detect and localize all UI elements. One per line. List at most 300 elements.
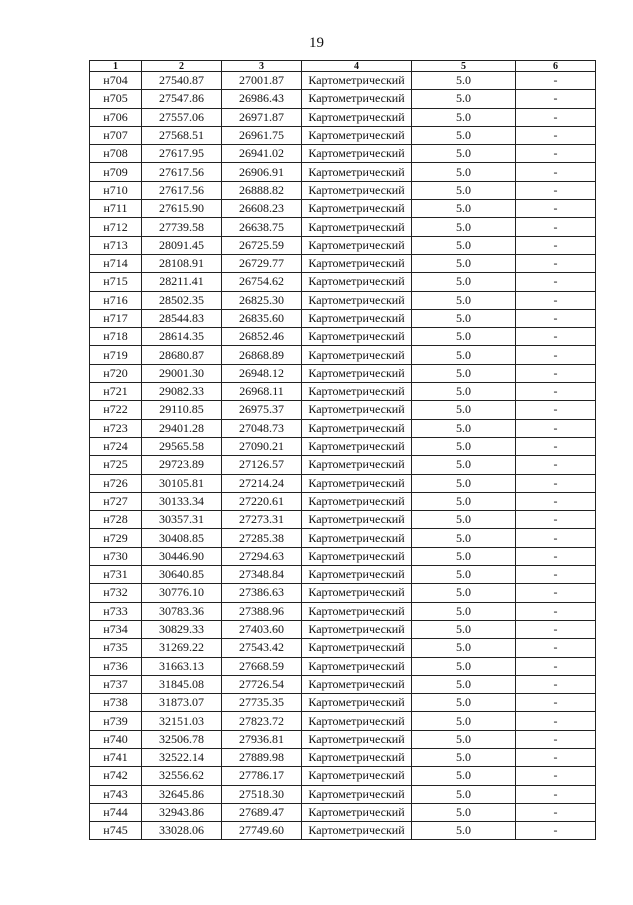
table-row: [90, 126, 596, 144]
note-cell: -: [516, 108, 596, 126]
point-id-cell: н707: [90, 126, 142, 144]
table-row: [90, 236, 596, 254]
method-cell: Картометрический: [302, 639, 412, 657]
note-cell: -: [516, 218, 596, 236]
table-row: [90, 401, 596, 419]
y-coordinate-cell: 27749.60: [222, 822, 302, 840]
y-coordinate-cell: 26638.75: [222, 218, 302, 236]
y-coordinate-cell: 26754.62: [222, 273, 302, 291]
accuracy-cell: 5.0: [412, 511, 516, 529]
table-row: [90, 364, 596, 382]
note-cell: -: [516, 675, 596, 693]
accuracy-cell: 5.0: [412, 419, 516, 437]
x-coordinate-cell: 30776.10: [142, 584, 222, 602]
accuracy-cell: 5.0: [412, 383, 516, 401]
method-cell: Картометрический: [302, 218, 412, 236]
table-row: [90, 309, 596, 327]
x-coordinate-cell: 30783.36: [142, 602, 222, 620]
y-coordinate-cell: 27001.87: [222, 72, 302, 90]
x-coordinate-cell: 32556.62: [142, 767, 222, 785]
accuracy-cell: 5.0: [412, 675, 516, 693]
x-coordinate-cell: 33028.06: [142, 822, 222, 840]
point-id-cell: н716: [90, 291, 142, 309]
method-cell: Картометрический: [302, 675, 412, 693]
x-coordinate-cell: 30446.90: [142, 547, 222, 565]
note-cell: -: [516, 437, 596, 455]
method-cell: Картометрический: [302, 803, 412, 821]
column-header: 5: [412, 61, 516, 72]
table-row: [90, 437, 596, 455]
accuracy-cell: 5.0: [412, 712, 516, 730]
point-id-cell: н732: [90, 584, 142, 602]
y-coordinate-cell: 27735.35: [222, 694, 302, 712]
table-row: [90, 694, 596, 712]
method-cell: Картометрический: [302, 364, 412, 382]
accuracy-cell: 5.0: [412, 364, 516, 382]
point-id-cell: н708: [90, 145, 142, 163]
accuracy-cell: 5.0: [412, 437, 516, 455]
table-row: [90, 72, 596, 90]
note-cell: -: [516, 566, 596, 584]
point-id-cell: н731: [90, 566, 142, 584]
y-coordinate-cell: 26835.60: [222, 309, 302, 327]
y-coordinate-cell: 27285.38: [222, 529, 302, 547]
y-coordinate-cell: 27126.57: [222, 456, 302, 474]
method-cell: Картометрический: [302, 309, 412, 327]
note-cell: -: [516, 584, 596, 602]
y-coordinate-cell: 26906.91: [222, 163, 302, 181]
x-coordinate-cell: 27617.56: [142, 163, 222, 181]
note-cell: -: [516, 602, 596, 620]
y-coordinate-cell: 26975.37: [222, 401, 302, 419]
method-cell: Картометрический: [302, 90, 412, 108]
accuracy-cell: 5.0: [412, 254, 516, 272]
y-coordinate-cell: 26825.30: [222, 291, 302, 309]
point-id-cell: н744: [90, 803, 142, 821]
note-cell: -: [516, 712, 596, 730]
x-coordinate-cell: 28544.83: [142, 309, 222, 327]
y-coordinate-cell: 27348.84: [222, 566, 302, 584]
note-cell: -: [516, 401, 596, 419]
point-id-cell: н724: [90, 437, 142, 455]
accuracy-cell: 5.0: [412, 748, 516, 766]
accuracy-cell: 5.0: [412, 108, 516, 126]
method-cell: Картометрический: [302, 566, 412, 584]
note-cell: -: [516, 822, 596, 840]
y-coordinate-cell: 26971.87: [222, 108, 302, 126]
note-cell: -: [516, 364, 596, 382]
accuracy-cell: 5.0: [412, 273, 516, 291]
method-cell: Картометрический: [302, 730, 412, 748]
table-row: [90, 822, 596, 840]
y-coordinate-cell: 27388.96: [222, 602, 302, 620]
point-id-cell: н721: [90, 383, 142, 401]
table-row: [90, 730, 596, 748]
note-cell: -: [516, 456, 596, 474]
method-cell: Картометрический: [302, 145, 412, 163]
table-row: [90, 803, 596, 821]
point-id-cell: н733: [90, 602, 142, 620]
coordinates-table: [89, 60, 596, 840]
y-coordinate-cell: 27214.24: [222, 474, 302, 492]
method-cell: Картометрический: [302, 236, 412, 254]
accuracy-cell: 5.0: [412, 602, 516, 620]
table-row: [90, 254, 596, 272]
x-coordinate-cell: 29110.85: [142, 401, 222, 419]
table-row: [90, 785, 596, 803]
x-coordinate-cell: 27547.86: [142, 90, 222, 108]
y-coordinate-cell: 27823.72: [222, 712, 302, 730]
note-cell: -: [516, 126, 596, 144]
table-row: [90, 456, 596, 474]
note-cell: -: [516, 767, 596, 785]
y-coordinate-cell: 27668.59: [222, 657, 302, 675]
y-coordinate-cell: 27386.63: [222, 584, 302, 602]
method-cell: Картометрический: [302, 181, 412, 199]
point-id-cell: н740: [90, 730, 142, 748]
y-coordinate-cell: 26888.82: [222, 181, 302, 199]
y-coordinate-cell: 26948.12: [222, 364, 302, 382]
method-cell: Картометрический: [302, 254, 412, 272]
y-coordinate-cell: 27220.61: [222, 492, 302, 510]
method-cell: Картометрический: [302, 401, 412, 419]
table-row: [90, 346, 596, 364]
note-cell: -: [516, 72, 596, 90]
point-id-cell: н737: [90, 675, 142, 693]
method-cell: Картометрический: [302, 456, 412, 474]
note-cell: -: [516, 547, 596, 565]
point-id-cell: н725: [90, 456, 142, 474]
note-cell: -: [516, 511, 596, 529]
method-cell: Картометрический: [302, 419, 412, 437]
note-cell: -: [516, 785, 596, 803]
x-coordinate-cell: 27557.06: [142, 108, 222, 126]
point-id-cell: н719: [90, 346, 142, 364]
x-coordinate-cell: 30105.81: [142, 474, 222, 492]
x-coordinate-cell: 27739.58: [142, 218, 222, 236]
column-header: 6: [516, 61, 596, 72]
y-coordinate-cell: 26941.02: [222, 145, 302, 163]
note-cell: -: [516, 181, 596, 199]
note-cell: -: [516, 657, 596, 675]
table-row: [90, 474, 596, 492]
method-cell: Картометрический: [302, 547, 412, 565]
y-coordinate-cell: 26986.43: [222, 90, 302, 108]
y-coordinate-cell: 27518.30: [222, 785, 302, 803]
point-id-cell: н709: [90, 163, 142, 181]
method-cell: Картометрический: [302, 72, 412, 90]
x-coordinate-cell: 32943.86: [142, 803, 222, 821]
table-row: [90, 566, 596, 584]
method-cell: Картометрический: [302, 748, 412, 766]
accuracy-cell: 5.0: [412, 72, 516, 90]
point-id-cell: н722: [90, 401, 142, 419]
table-row: [90, 584, 596, 602]
table-row: [90, 529, 596, 547]
accuracy-cell: 5.0: [412, 584, 516, 602]
point-id-cell: н726: [90, 474, 142, 492]
table-row: [90, 511, 596, 529]
note-cell: -: [516, 620, 596, 638]
accuracy-cell: 5.0: [412, 163, 516, 181]
x-coordinate-cell: 27615.90: [142, 200, 222, 218]
y-coordinate-cell: 27936.81: [222, 730, 302, 748]
x-coordinate-cell: 29565.58: [142, 437, 222, 455]
note-cell: -: [516, 748, 596, 766]
point-id-cell: н741: [90, 748, 142, 766]
method-cell: Картометрический: [302, 602, 412, 620]
point-id-cell: н745: [90, 822, 142, 840]
note-cell: -: [516, 346, 596, 364]
page-number: 19: [309, 35, 324, 51]
method-cell: Картометрический: [302, 511, 412, 529]
note-cell: -: [516, 730, 596, 748]
method-cell: Картометрический: [302, 346, 412, 364]
column-header: 1: [90, 61, 142, 72]
y-coordinate-cell: 26852.46: [222, 328, 302, 346]
accuracy-cell: 5.0: [412, 236, 516, 254]
table-row: [90, 419, 596, 437]
method-cell: Картометрический: [302, 163, 412, 181]
method-cell: Картометрический: [302, 437, 412, 455]
table-row: [90, 767, 596, 785]
y-coordinate-cell: 27090.21: [222, 437, 302, 455]
point-id-cell: н739: [90, 712, 142, 730]
x-coordinate-cell: 28108.91: [142, 254, 222, 272]
accuracy-cell: 5.0: [412, 456, 516, 474]
x-coordinate-cell: 30408.85: [142, 529, 222, 547]
accuracy-cell: 5.0: [412, 785, 516, 803]
y-coordinate-cell: 27294.63: [222, 547, 302, 565]
table-row: [90, 620, 596, 638]
point-id-cell: н734: [90, 620, 142, 638]
point-id-cell: н718: [90, 328, 142, 346]
method-cell: Картометрический: [302, 273, 412, 291]
note-cell: -: [516, 328, 596, 346]
method-cell: Картометрический: [302, 328, 412, 346]
accuracy-cell: 5.0: [412, 730, 516, 748]
accuracy-cell: 5.0: [412, 620, 516, 638]
y-coordinate-cell: 27543.42: [222, 639, 302, 657]
y-coordinate-cell: 27403.60: [222, 620, 302, 638]
table-row: [90, 602, 596, 620]
x-coordinate-cell: 27540.87: [142, 72, 222, 90]
accuracy-cell: 5.0: [412, 694, 516, 712]
table-header: [90, 61, 596, 72]
accuracy-cell: 5.0: [412, 657, 516, 675]
y-coordinate-cell: 27273.31: [222, 511, 302, 529]
point-id-cell: н727: [90, 492, 142, 510]
accuracy-cell: 5.0: [412, 309, 516, 327]
point-id-cell: н723: [90, 419, 142, 437]
note-cell: -: [516, 694, 596, 712]
accuracy-cell: 5.0: [412, 346, 516, 364]
point-id-cell: н738: [90, 694, 142, 712]
method-cell: Картометрический: [302, 492, 412, 510]
method-cell: Картометрический: [302, 200, 412, 218]
method-cell: Картометрический: [302, 108, 412, 126]
y-coordinate-cell: 26968.11: [222, 383, 302, 401]
method-cell: Картометрический: [302, 620, 412, 638]
point-id-cell: н729: [90, 529, 142, 547]
table-row: [90, 675, 596, 693]
table-row: [90, 108, 596, 126]
note-cell: -: [516, 492, 596, 510]
table-row: [90, 291, 596, 309]
x-coordinate-cell: 31873.07: [142, 694, 222, 712]
accuracy-cell: 5.0: [412, 145, 516, 163]
accuracy-cell: 5.0: [412, 126, 516, 144]
table-row: [90, 383, 596, 401]
x-coordinate-cell: 30133.34: [142, 492, 222, 510]
accuracy-cell: 5.0: [412, 90, 516, 108]
accuracy-cell: 5.0: [412, 822, 516, 840]
point-id-cell: н730: [90, 547, 142, 565]
point-id-cell: н735: [90, 639, 142, 657]
method-cell: Картометрический: [302, 712, 412, 730]
accuracy-cell: 5.0: [412, 200, 516, 218]
accuracy-cell: 5.0: [412, 401, 516, 419]
note-cell: -: [516, 474, 596, 492]
method-cell: Картометрический: [302, 785, 412, 803]
note-cell: -: [516, 145, 596, 163]
x-coordinate-cell: 28211.41: [142, 273, 222, 291]
method-cell: Картометрический: [302, 657, 412, 675]
table-row: [90, 657, 596, 675]
point-id-cell: н728: [90, 511, 142, 529]
method-cell: Картометрический: [302, 822, 412, 840]
column-header: 3: [222, 61, 302, 72]
point-id-cell: н704: [90, 72, 142, 90]
accuracy-cell: 5.0: [412, 803, 516, 821]
point-id-cell: н711: [90, 200, 142, 218]
accuracy-cell: 5.0: [412, 767, 516, 785]
note-cell: -: [516, 236, 596, 254]
note-cell: -: [516, 419, 596, 437]
table-row: [90, 712, 596, 730]
point-id-cell: н706: [90, 108, 142, 126]
table-row: [90, 273, 596, 291]
x-coordinate-cell: 28614.35: [142, 328, 222, 346]
x-coordinate-cell: 27617.56: [142, 181, 222, 199]
method-cell: Картометрический: [302, 694, 412, 712]
point-id-cell: н713: [90, 236, 142, 254]
accuracy-cell: 5.0: [412, 529, 516, 547]
accuracy-cell: 5.0: [412, 492, 516, 510]
x-coordinate-cell: 28502.35: [142, 291, 222, 309]
column-header: 2: [142, 61, 222, 72]
x-coordinate-cell: 27617.95: [142, 145, 222, 163]
table-row: [90, 748, 596, 766]
point-id-cell: н715: [90, 273, 142, 291]
x-coordinate-cell: 31845.08: [142, 675, 222, 693]
point-id-cell: н710: [90, 181, 142, 199]
x-coordinate-cell: 27568.51: [142, 126, 222, 144]
method-cell: Картометрический: [302, 474, 412, 492]
point-id-cell: н705: [90, 90, 142, 108]
y-coordinate-cell: 27889.98: [222, 748, 302, 766]
point-id-cell: н712: [90, 218, 142, 236]
accuracy-cell: 5.0: [412, 291, 516, 309]
accuracy-cell: 5.0: [412, 328, 516, 346]
accuracy-cell: 5.0: [412, 218, 516, 236]
y-coordinate-cell: 26961.75: [222, 126, 302, 144]
method-cell: Картометрический: [302, 767, 412, 785]
x-coordinate-cell: 29082.33: [142, 383, 222, 401]
method-cell: Картометрический: [302, 291, 412, 309]
table-row: [90, 90, 596, 108]
table-row: [90, 181, 596, 199]
table-row: [90, 492, 596, 510]
table-row: [90, 218, 596, 236]
header-row: [90, 61, 596, 72]
accuracy-cell: 5.0: [412, 547, 516, 565]
y-coordinate-cell: 27048.73: [222, 419, 302, 437]
table-row: [90, 328, 596, 346]
y-coordinate-cell: 26725.59: [222, 236, 302, 254]
method-cell: Картометрический: [302, 529, 412, 547]
x-coordinate-cell: 28680.87: [142, 346, 222, 364]
point-id-cell: н720: [90, 364, 142, 382]
method-cell: Картометрический: [302, 383, 412, 401]
x-coordinate-cell: 32645.86: [142, 785, 222, 803]
note-cell: -: [516, 529, 596, 547]
y-coordinate-cell: 27726.54: [222, 675, 302, 693]
x-coordinate-cell: 28091.45: [142, 236, 222, 254]
y-coordinate-cell: 26608.23: [222, 200, 302, 218]
x-coordinate-cell: 30829.33: [142, 620, 222, 638]
x-coordinate-cell: 32522.14: [142, 748, 222, 766]
y-coordinate-cell: 27786.17: [222, 767, 302, 785]
point-id-cell: н742: [90, 767, 142, 785]
point-id-cell: н717: [90, 309, 142, 327]
note-cell: -: [516, 291, 596, 309]
x-coordinate-cell: 32506.78: [142, 730, 222, 748]
note-cell: -: [516, 254, 596, 272]
table-body: [90, 72, 596, 840]
y-coordinate-cell: 26729.77: [222, 254, 302, 272]
table-row: [90, 547, 596, 565]
x-coordinate-cell: 31663.13: [142, 657, 222, 675]
x-coordinate-cell: 30357.31: [142, 511, 222, 529]
note-cell: -: [516, 163, 596, 181]
method-cell: Картометрический: [302, 126, 412, 144]
note-cell: -: [516, 383, 596, 401]
note-cell: -: [516, 309, 596, 327]
x-coordinate-cell: 30640.85: [142, 566, 222, 584]
point-id-cell: н714: [90, 254, 142, 272]
table-row: [90, 639, 596, 657]
table-row: [90, 200, 596, 218]
x-coordinate-cell: 29401.28: [142, 419, 222, 437]
note-cell: -: [516, 803, 596, 821]
table-row: [90, 145, 596, 163]
note-cell: -: [516, 90, 596, 108]
column-header: 4: [302, 61, 412, 72]
accuracy-cell: 5.0: [412, 474, 516, 492]
point-id-cell: н736: [90, 657, 142, 675]
table-row: [90, 163, 596, 181]
x-coordinate-cell: 29001.30: [142, 364, 222, 382]
note-cell: -: [516, 200, 596, 218]
accuracy-cell: 5.0: [412, 639, 516, 657]
x-coordinate-cell: 29723.89: [142, 456, 222, 474]
x-coordinate-cell: 32151.03: [142, 712, 222, 730]
point-id-cell: н743: [90, 785, 142, 803]
accuracy-cell: 5.0: [412, 181, 516, 199]
accuracy-cell: 5.0: [412, 566, 516, 584]
note-cell: -: [516, 639, 596, 657]
